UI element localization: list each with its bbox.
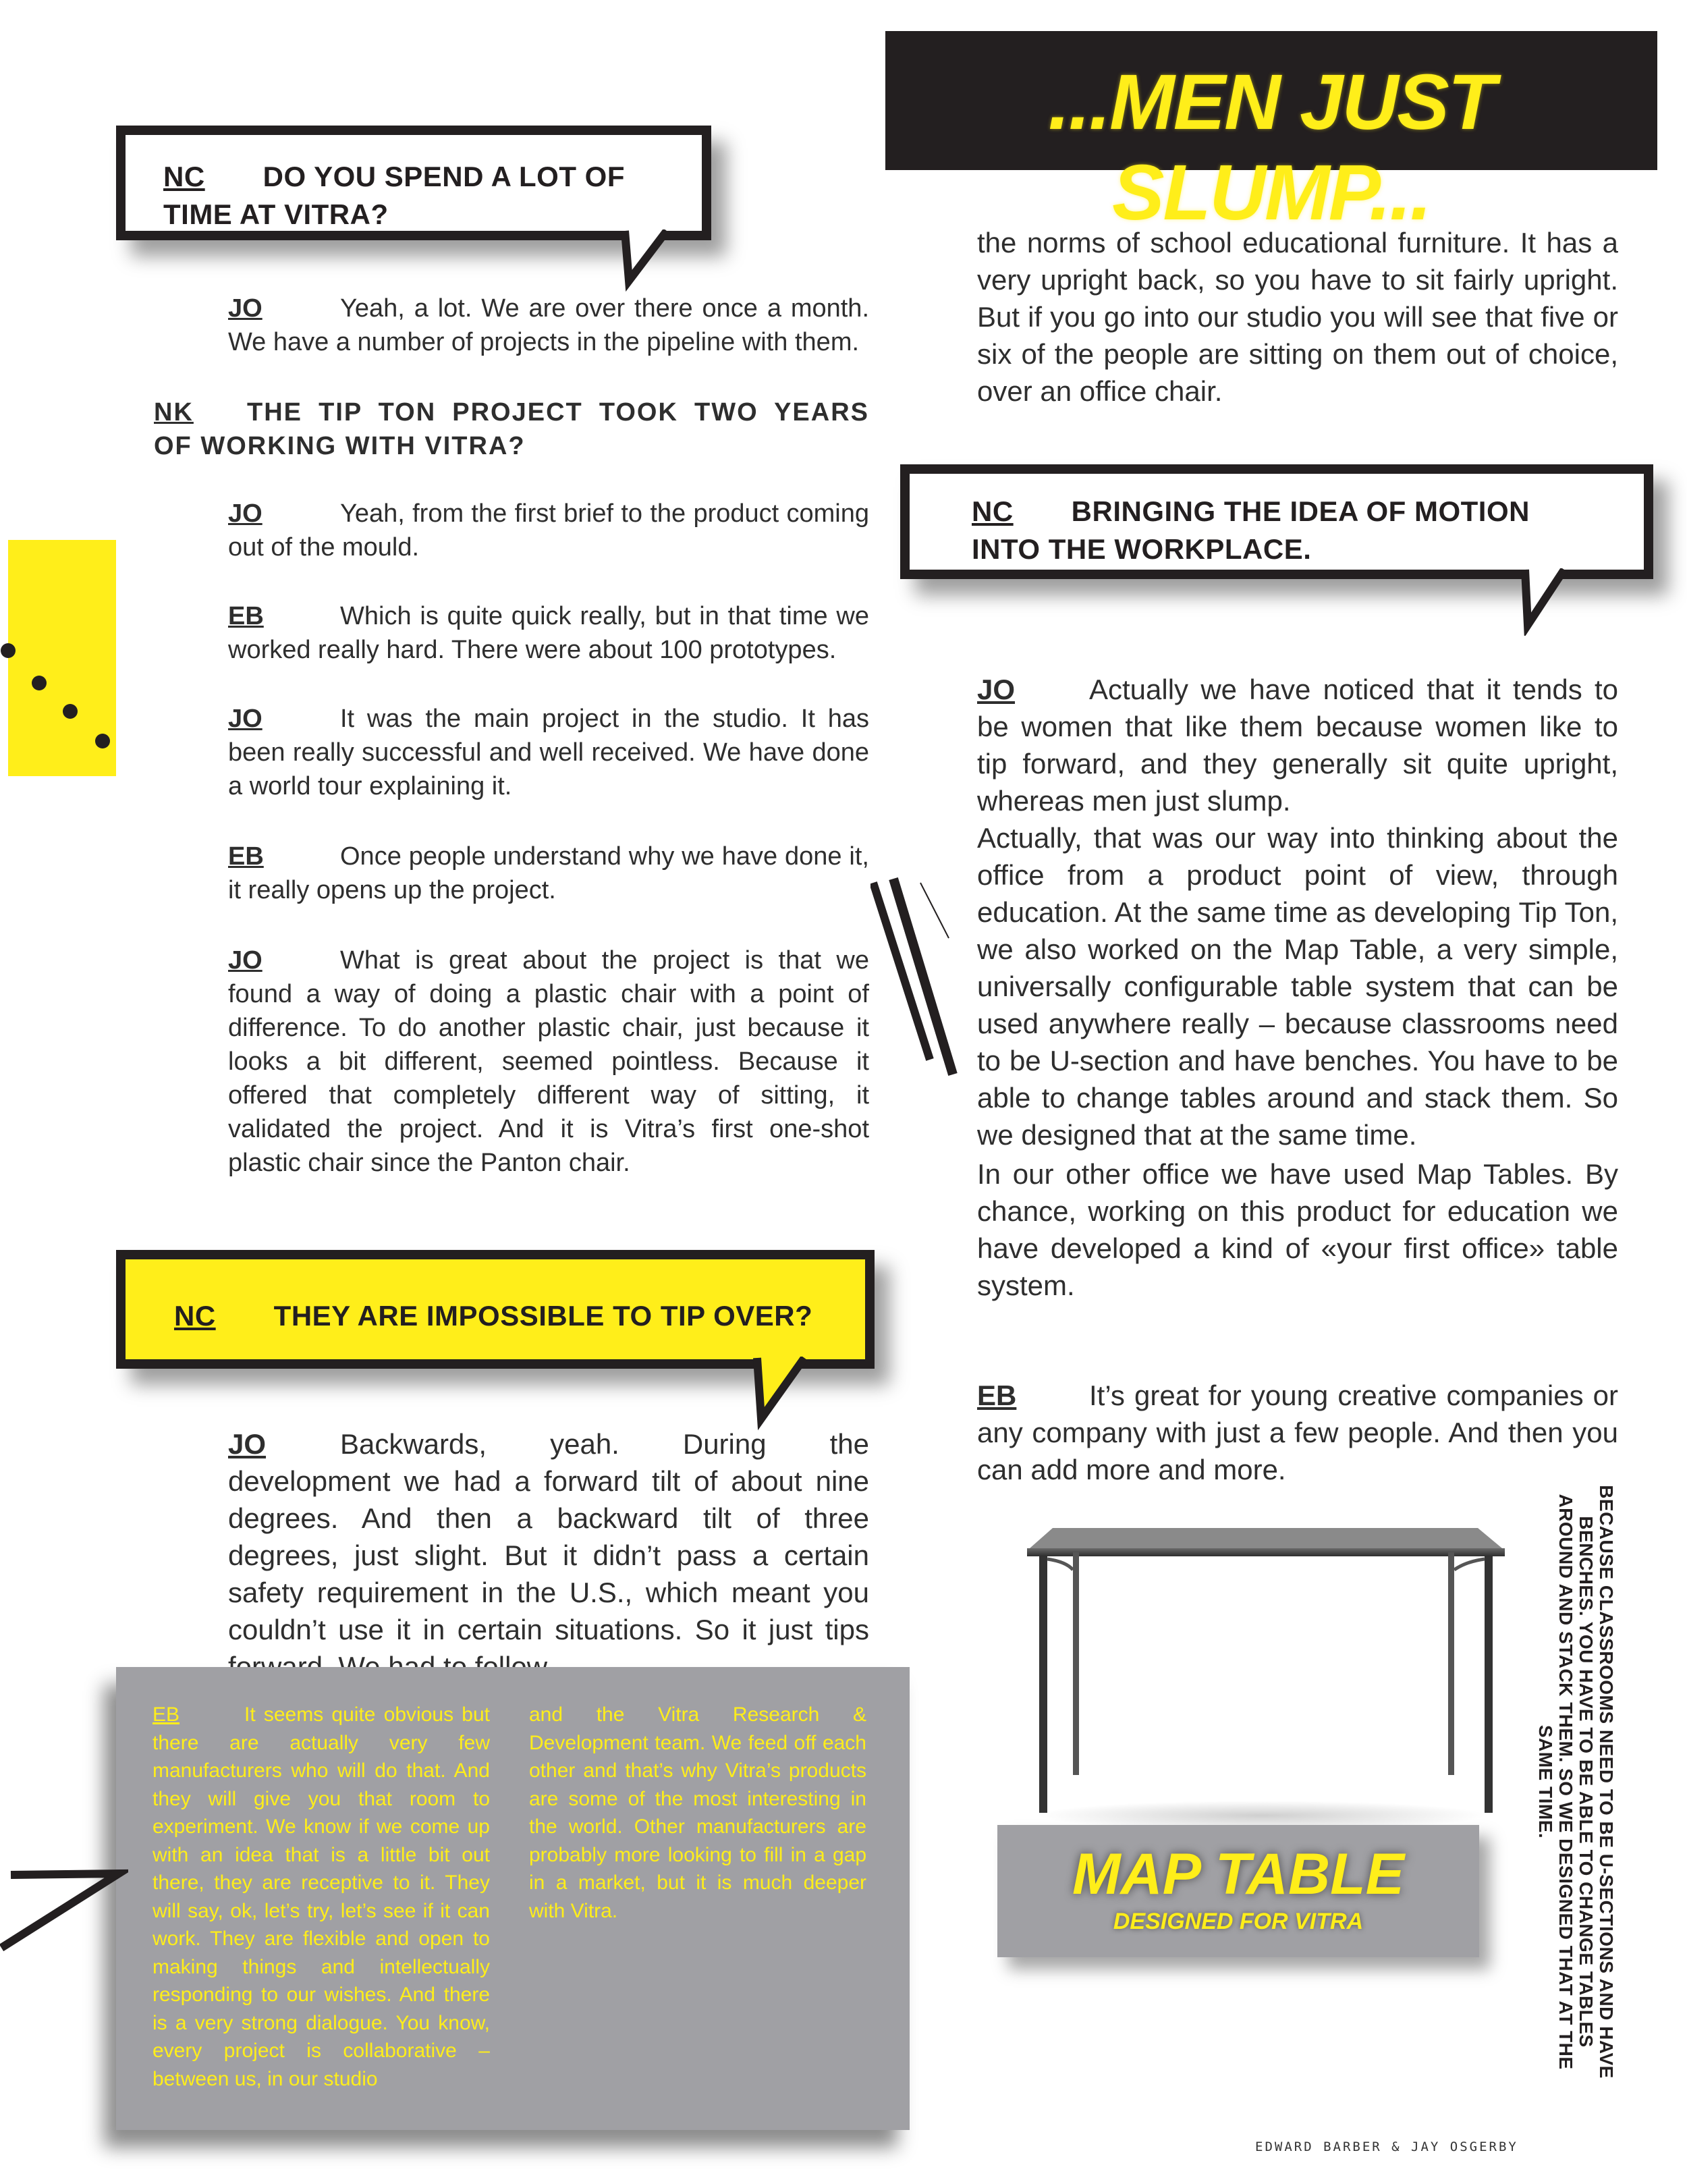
answer-paragraph: In our other office we have used Map Tables. By chance, working on this product for education we have developed a kind of «your first office» table system. bbox=[977, 1158, 1618, 1301]
map-table-title: MAP TABLE bbox=[1072, 1842, 1405, 1907]
answer-text: Which is quite quick really, but in that time we worked really hard. There were about 100 prototypes. bbox=[228, 602, 869, 664]
question-text: THE TIP TON PROJECT TOOK TWO YEARS OF WORKING WITH VITRA? bbox=[154, 398, 869, 460]
map-table-image bbox=[965, 1519, 1559, 1829]
question-text: DO YOU SPEND A LOT OF TIME AT VITRA? bbox=[163, 161, 625, 230]
speaker-label: JO bbox=[228, 946, 262, 975]
answer-text: It was the main project in the studio. It has been really successful and well received. We have done a world tour explaining it. bbox=[228, 705, 869, 800]
question-text: BRINGING THE IDEA OF MOTION INTO THE WORKPLACE. bbox=[972, 495, 1530, 565]
answer-text: What is great about the project is that we found a way of doing a plastic chair with a point of difference. To do another plastic chair, just because it looks a bit different, seemed pointless. Because it offered that completely different way of sitting, it validated the project. And it is Vitra’s first one-shot plastic chair since the Panton chair. bbox=[228, 946, 869, 1177]
speaker-label: EB bbox=[153, 1703, 180, 1726]
speaker-label: NK bbox=[154, 398, 194, 427]
answer-text: Yeah, from the first brief to the product coming out of the mould. bbox=[228, 499, 869, 562]
answer-paragraph bbox=[228, 599, 869, 667]
answer-paragraph bbox=[228, 702, 869, 803]
quote-column-1 bbox=[153, 1701, 490, 2093]
question-bubble-yellow bbox=[116, 1250, 875, 1369]
eb-quote-box bbox=[116, 1667, 910, 2130]
map-table-subtitle: DESIGNED FOR VITRA bbox=[1113, 1909, 1364, 1934]
answer-paragraph bbox=[228, 497, 869, 564]
dots-decoration bbox=[0, 634, 121, 756]
quote-column-2: and the Vitra Research & Development team. We feed off each other and that’s why Vitra’s products are some of the most interesting in the world. Other manufacturers are probably more looking to fill in a gap in a market, but it is much deeper with Vitra. bbox=[529, 1703, 866, 1922]
answer-paragraph bbox=[228, 292, 869, 359]
speaker-label: JO bbox=[228, 499, 262, 528]
speaker-label: EB bbox=[228, 602, 264, 630]
quote-text: It seems quite obvious but there are actually very few manufacturers who will do that. And they will give you that room to experiment. We know if we come up with an idea that is a little bit out there, they are receptive to it. They will say, ok, let’s try, let’s see if it can work. They are flexible and open to making things and intellectually responding to our wishes. And there is a very strong dialogue. You know, every project is collaborative – between us, in our studio bbox=[153, 1703, 490, 2090]
speaker-label: JO bbox=[977, 674, 1016, 705]
answer-text: Once people understand why we have done it, it really opens up the project. bbox=[228, 842, 869, 904]
side-pull-quote: BECAUSE CLASSROOMS NEED TO BE U-SECTIONS AND HAVE BENCHES. YOU HAVE TO BE ABLE TO CHANGE TABLES AROUND AND STACK THEM. SO WE DESIGNED THAT AT THE SAME TIME. bbox=[1535, 1485, 1617, 2079]
question-inline bbox=[154, 395, 869, 463]
credit-line: EDWARD BARBER & JAY OSGERBY bbox=[1255, 2139, 1518, 2154]
speaker-label: JO bbox=[228, 705, 262, 733]
question-bubble-2 bbox=[900, 464, 1653, 579]
headline-text: ...MEN JUST SLUMP... bbox=[1048, 58, 1495, 236]
answer-text: It’s great for young creative companies or any company with just a few people. And then you can add more and more. bbox=[977, 1380, 1618, 1485]
bubble-tail-icon bbox=[1517, 568, 1578, 636]
bubble-tail-icon bbox=[614, 229, 682, 297]
speaker-label: NC bbox=[163, 161, 205, 192]
continued-paragraph: the norms of school educational furniture. It has a very upright back, so you have to sit fairly upright. But if you go into our studio you will see that five or six of the people are sitting on them out of choice, over an office chair. bbox=[977, 227, 1618, 407]
map-table-label bbox=[997, 1825, 1479, 1957]
bubble-tail-icon bbox=[748, 1357, 815, 1431]
slash-decoration bbox=[870, 877, 972, 1080]
question-text: THEY ARE IMPOSSIBLE TO TIP OVER? bbox=[273, 1300, 813, 1332]
answer-text: Actually we have noticed that it tends to be women that like them because women like to tip forward, and they generally sit quite upright, whereas men just slump. bbox=[977, 674, 1618, 817]
speaker-label: EB bbox=[977, 1380, 1017, 1411]
answer-text: Backwards, yeah. During the development we had a forward tilt of about nine degrees. And then a backward tilt of three degrees, just slight. But it didn’t pass a certain safety requirement in the U.S., which meant you couldn’t use it in certain situations. So it just tips bbox=[228, 1428, 869, 1645]
speaker-label: NC bbox=[972, 495, 1014, 527]
speaker-label: JO bbox=[228, 1428, 267, 1460]
headline-banner bbox=[885, 31, 1657, 236]
speaker-label: JO bbox=[228, 294, 262, 323]
question-bubble-1 bbox=[116, 126, 711, 240]
answer-paragraph bbox=[977, 671, 1618, 819]
speaker-label: NC bbox=[174, 1300, 216, 1332]
answer-paragraph: Actually, that was our way into thinking about the office from a product point of view, through education. At the same time as developing Tip Ton, we also worked on the Map Table, a very simple, universally configurable table system that can be used anywhere really – because classrooms need to be U-section and have benches. You have to be able to change tables around and stack them. So we designed that at the same time. bbox=[977, 822, 1618, 1151]
answer-paragraph bbox=[228, 1425, 869, 1685]
answer-paragraph bbox=[228, 944, 869, 1180]
speaker-label: EB bbox=[228, 842, 264, 871]
answer-text: Yeah, a lot. We are over there once a month. We have a number of projects in the pipeline with them. bbox=[228, 294, 869, 356]
answer-paragraph bbox=[977, 1377, 1618, 1488]
answer-paragraph bbox=[228, 840, 869, 907]
pointer-decoration bbox=[0, 1822, 128, 1957]
